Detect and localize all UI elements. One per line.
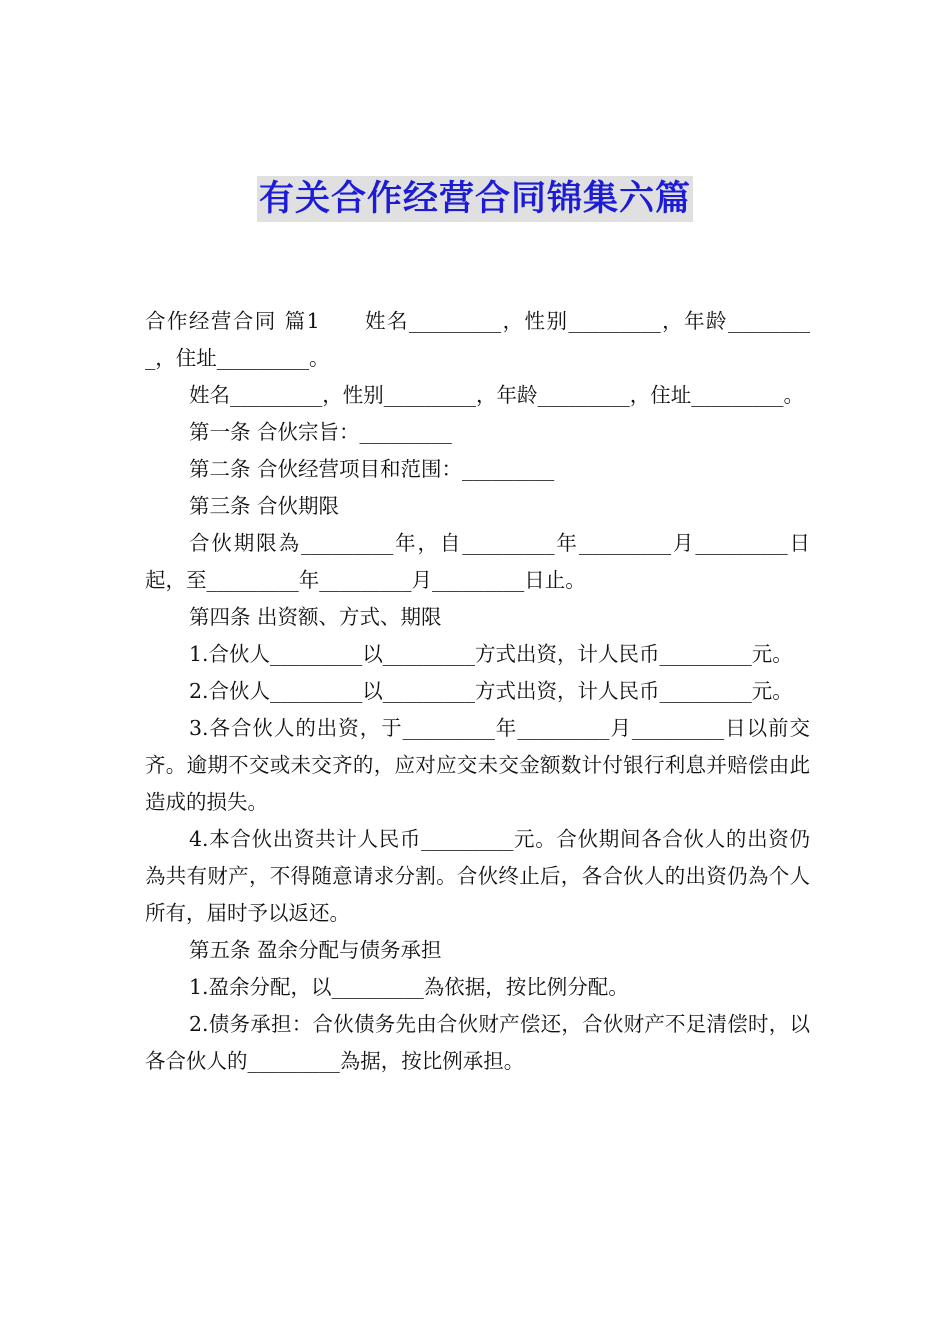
paragraph-article-5: 第五条 盈余分配与债务承担 [189, 938, 442, 962]
paragraph-contribution-2: 2.合伙人_________以_________方式出资，计人民币_________元。 [189, 679, 793, 703]
paragraph-article-3: 第三条 合伙期限 [189, 494, 340, 518]
title-container [0, 176, 950, 222]
paragraph-contribution-1: 1.合伙人_________以_________方式出资，计人民币_________元。 [189, 642, 793, 666]
paragraph-article-2: 第二条 合伙经营项目和范围：_________ [189, 457, 555, 481]
paragraph-header: 合作经营合同 篇1 姓名_________，性别_________，年龄_________，住址_________。 [145, 309, 810, 370]
document-body [145, 303, 810, 1080]
paragraph-term: 合伙期限為_________年，自_________年_________月_________日起，至_________年_________月_________日止。 [145, 531, 810, 592]
paragraph-article-1: 第一条 合伙宗旨：_________ [189, 420, 452, 444]
paragraph-party-two: 姓名_________，性别_________，年龄_________，住址_________。 [189, 383, 804, 407]
paragraph-profit: 1.盈余分配，以_________為依据，按比例分配。 [189, 975, 629, 999]
paragraph-contribution-4: 4.本合伙出资共计人民币_________元。合伙期间各合伙人的出资仍為共有财产，不得随意请求分割。合伙终止后，各合伙人的出资仍為个人所有，届时予以返还。 [145, 827, 810, 925]
document-title: 有关合作经营合同锦集六篇 [257, 176, 693, 222]
paragraph-contribution-3: 3.各合伙人的出资，于_________年_________月_________日以前交齐。逾期不交或未交齐的，应对应交未交金额数计付银行利息并赔偿由此造成的损失。 [145, 716, 810, 814]
paragraph-article-4: 第四条 出资额、方式、期限 [189, 605, 442, 629]
paragraph-debt: 2.债务承担：合伙债务先由合伙财产偿还，合伙财产不足清偿时，以各合伙人的_________為据，按比例承担。 [145, 1012, 810, 1073]
